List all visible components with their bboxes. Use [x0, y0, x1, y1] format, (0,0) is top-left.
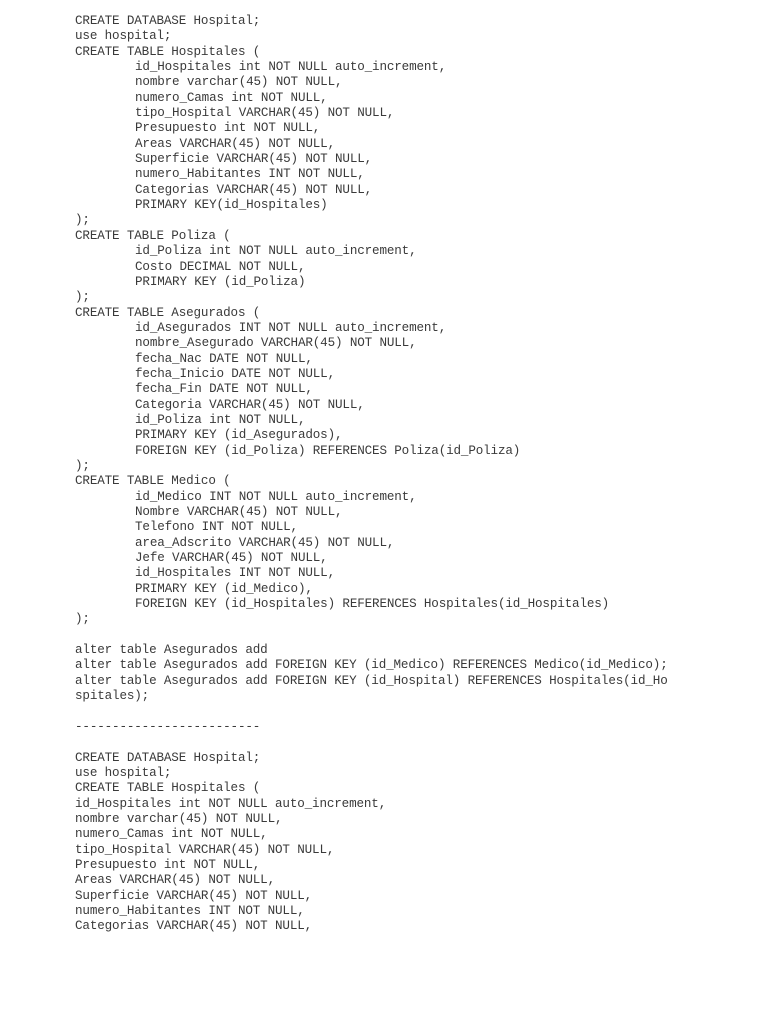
code-line: CREATE TABLE Poliza (	[75, 228, 231, 243]
code-line: Superficie VARCHAR(45) NOT NULL,	[135, 152, 373, 167]
code-line: id_Poliza int NOT NULL,	[135, 412, 306, 427]
code-line: nombre varchar(45) NOT NULL,	[135, 75, 343, 90]
code-line: FOREIGN KEY (id_Hospitales) REFERENCES Hospitales(id_Hospitales)	[135, 597, 610, 612]
code-line: id_Poliza int NOT NULL auto_increment,	[135, 244, 417, 259]
code-line: id_Hospitales int NOT NULL auto_increment,	[75, 796, 387, 811]
code-line: );	[75, 458, 90, 473]
code-line: id_Asegurados INT NOT NULL auto_increment,	[135, 320, 447, 335]
code-line: use hospital;	[75, 765, 172, 780]
code-line: id_Hospitales int NOT NULL auto_increment,	[135, 60, 447, 75]
code-line: CREATE TABLE Hospitales (	[75, 44, 261, 59]
blank-line	[75, 704, 755, 719]
code-line: tipo_Hospital VARCHAR(45) NOT NULL,	[135, 106, 395, 121]
code-line: Presupuesto int NOT NULL,	[135, 121, 321, 136]
code-line: Costo DECIMAL NOT NULL,	[135, 259, 306, 274]
code-line: numero_Habitantes INT NOT NULL,	[75, 903, 305, 918]
blank-line	[75, 628, 755, 643]
code-line: Categorias VARCHAR(45) NOT NULL,	[75, 919, 313, 934]
code-line: numero_Camas int NOT NULL,	[75, 827, 268, 842]
code-line: );	[75, 213, 90, 228]
code-line: );	[75, 290, 90, 305]
code-line: PRIMARY KEY(id_Hospitales)	[135, 198, 328, 213]
code-line: numero_Camas int NOT NULL,	[135, 90, 328, 105]
code-line: nombre varchar(45) NOT NULL,	[75, 811, 283, 826]
code-line: Areas VARCHAR(45) NOT NULL,	[135, 136, 336, 151]
code-line: FOREIGN KEY (id_Poliza) REFERENCES Poliza(id_Poliza)	[135, 443, 521, 458]
code-line: fecha_Nac DATE NOT NULL,	[135, 351, 313, 366]
code-line: CREATE TABLE Medico (	[75, 474, 231, 489]
code-line: id_Hospitales INT NOT NULL,	[135, 566, 336, 581]
code-line: Presupuesto int NOT NULL,	[75, 857, 261, 872]
code-line: tipo_Hospital VARCHAR(45) NOT NULL,	[75, 842, 335, 857]
code-line: fecha_Fin DATE NOT NULL,	[135, 382, 313, 397]
code-line: Categoria VARCHAR(45) NOT NULL,	[135, 397, 365, 412]
code-line: PRIMARY KEY (id_Medico),	[135, 581, 313, 596]
code-line: CREATE TABLE Asegurados (	[75, 305, 261, 320]
code-line: spitales);	[75, 689, 150, 704]
code-line: );	[75, 612, 90, 627]
code-line: alter table Asegurados add FOREIGN KEY (id_Hospital) REFERENCES Hospitales(id_Ho	[75, 673, 668, 688]
code-line: Jefe VARCHAR(45) NOT NULL,	[135, 551, 328, 566]
code-line: PRIMARY KEY (id_Poliza)	[135, 274, 306, 289]
code-line: area_Adscrito VARCHAR(45) NOT NULL,	[135, 535, 395, 550]
code-line: -------------------------	[75, 719, 261, 734]
code-line: Areas VARCHAR(45) NOT NULL,	[75, 873, 276, 888]
code-line: CREATE DATABASE Hospital;	[75, 14, 261, 28]
code-line: Superficie VARCHAR(45) NOT NULL,	[75, 888, 313, 903]
code-line: PRIMARY KEY (id_Asegurados),	[135, 428, 343, 443]
code-line: Categorias VARCHAR(45) NOT NULL,	[135, 182, 373, 197]
code-line: use hospital;	[75, 29, 172, 44]
blank-line	[75, 735, 755, 750]
code-line: id_Medico INT NOT NULL auto_increment,	[135, 489, 417, 504]
code-line: CREATE TABLE Hospitales (	[75, 781, 261, 796]
sql-document-page	[75, 14, 755, 935]
code-line: Telefono INT NOT NULL,	[135, 520, 298, 535]
code-line: alter table Asegurados add FOREIGN KEY (id_Medico) REFERENCES Medico(id_Medico);	[75, 658, 668, 673]
code-line: numero_Habitantes INT NOT NULL,	[135, 167, 365, 182]
code-line: alter table Asegurados add	[75, 643, 268, 658]
code-line: fecha_Inicio DATE NOT NULL,	[135, 366, 336, 381]
code-line: nombre_Asegurado VARCHAR(45) NOT NULL,	[135, 336, 417, 351]
code-line: Nombre VARCHAR(45) NOT NULL,	[135, 505, 343, 519]
code-line: CREATE DATABASE Hospital;	[75, 750, 261, 765]
